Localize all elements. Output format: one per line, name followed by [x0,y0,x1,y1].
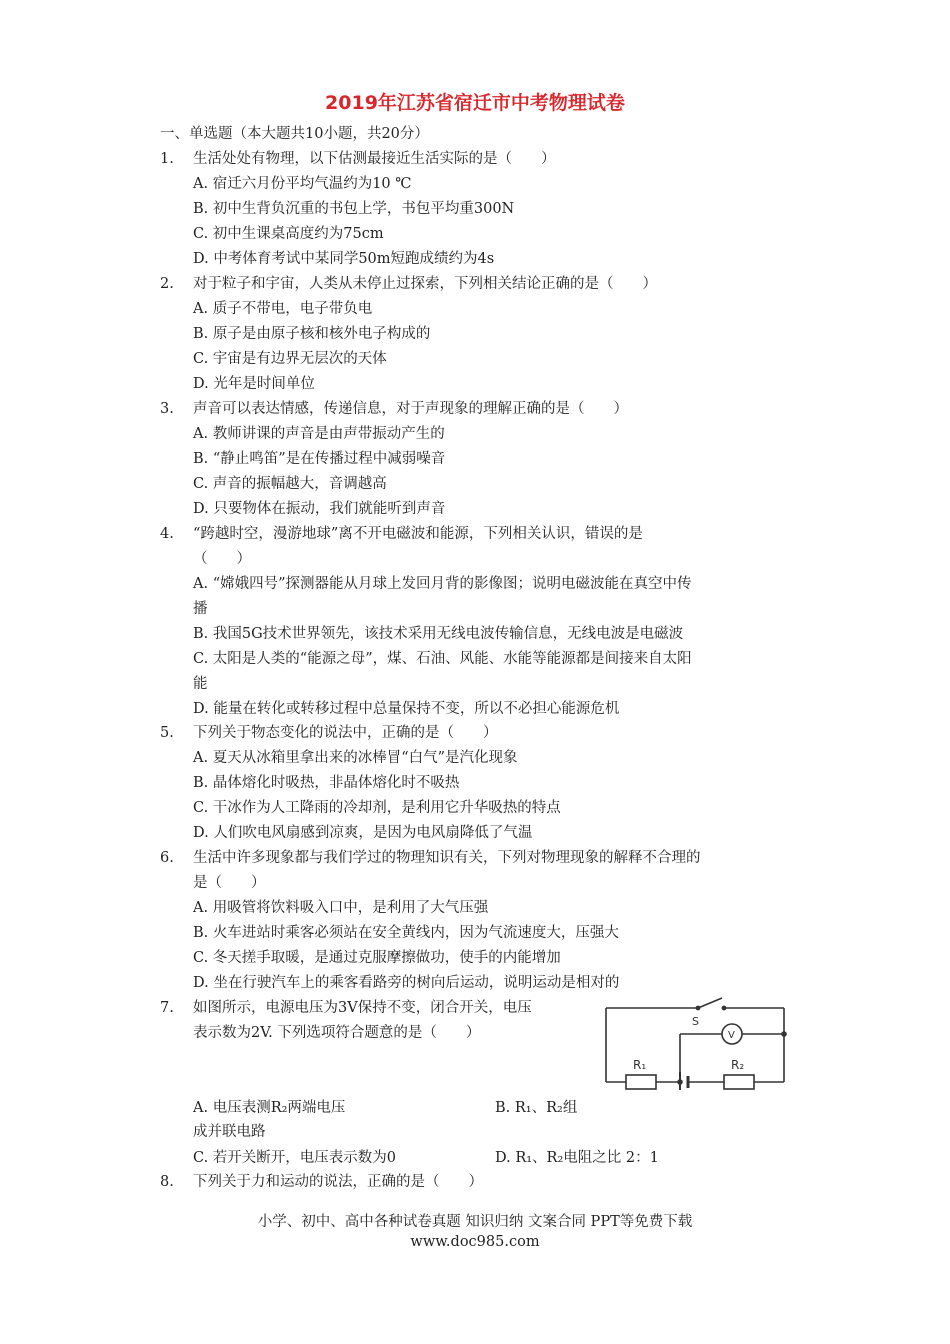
question-number: 5. [160,725,174,741]
option: C. 干冰作为人工降雨的冷却剂，是利用它升华吸热的特点 [193,800,561,816]
question-text: 声音可以表达情感，传递信息，对于声现象的理解正确的是（ ） [193,401,628,417]
option-continued: 成并联电路 [193,1124,266,1140]
question-text-continued: 表示数为2V. 下列选项符合题意的是（ ） [193,1025,481,1041]
voltmeter-label: V [728,1030,735,1041]
question-text: 生活处处有物理，以下估测最接近生活实际的是（ ） [193,151,556,167]
option: C. 太阳是人类的“能源之母”，煤、石油、风能、水能等能源都是间接来自太阳 [193,651,692,667]
question-number: 1. [160,151,174,167]
r2-label: R₂ [731,1058,745,1072]
question-text: 生活中许多现象都与我们学过的物理知识有关，下列对物理现象的解释不合理的 [193,850,701,866]
circuit-diagram [600,994,790,1090]
option: C. 冬天搓手取暖，是通过克服摩擦做功，使手的内能增加 [193,950,561,966]
option: D. 只要物体在振动，我们就能听到声音 [193,501,446,517]
question-text: 下列关于力和运动的说法，正确的是（ ） [193,1174,483,1190]
page-title: 2019年江苏省宿迁市中考物理试卷 [325,92,625,114]
option: B. 晶体熔化时吸热，非晶体熔化时不吸热 [193,775,460,791]
question-number: 3. [160,401,174,417]
option: A. 质子不带电，电子带负电 [193,301,373,317]
question-text-continued: 是（ ） [193,875,266,891]
question-text: 下列关于物态变化的说法中，正确的是（ ） [193,725,498,741]
question-number: 4. [160,526,174,542]
question-number: 7. [160,1000,174,1016]
option: D. 人们吹电风扇感到凉爽，是因为电风扇降低了气温 [193,825,533,841]
option: A. 夏天从冰箱里拿出来的冰棒冒“白气”是汽化现象 [193,750,518,766]
option: C. 初中生课桌高度约为75cm [193,226,384,242]
option: B. “静止鸣笛”是在传播过程中减弱噪音 [193,451,446,467]
option: A. 宿迁六月份平均气温约为10 ℃ [193,176,412,192]
option: D. R₁、R₂电阻之比 2：1 [495,1150,659,1166]
option: C. 宇宙是有边界无层次的天体 [193,351,387,367]
question-number: 2. [160,276,174,292]
option: A. 用吸管将饮料吸入口中，是利用了大气压强 [193,900,489,916]
option: A. “嫦娥四号”探测器能从月球上发回月背的影像图；说明电磁波能在真空中传 [193,576,692,592]
option: D. 坐在行驶汽车上的乘客看路旁的树向后运动，说明运动是相对的 [193,975,620,991]
option: C. 若开关断开，电压表示数为0 [193,1150,397,1166]
footer-text: 小学、初中、高中各种试卷真题 知识归纳 文案合同 PPT等免费下载 [257,1214,693,1230]
option-continued: 能 [193,676,208,692]
option: D. 中考体育考试中某同学50m短跑成绩约为4s [193,251,495,267]
section-heading: 一、单选题（本大题共10小题，共20分） [160,126,429,142]
question-number: 6. [160,850,174,866]
option: B. 火车进站时乘客必须站在安全黄线内，因为气流速度大，压强大 [193,925,619,941]
question-text: “跨越时空，漫游地球”离不开电磁波和能源，下列相关认识，错误的是 [193,526,643,542]
switch-label: S [692,1015,699,1028]
option: C. 声音的振幅越大，音调越高 [193,476,387,492]
r1-label: R₁ [633,1058,647,1072]
question-number: 8. [160,1174,174,1190]
question-text: 对于粒子和宇宙，人类从未停止过探索，下列相关结论正确的是（ ） [193,276,657,292]
option: B. 原子是由原子核和核外电子构成的 [193,326,431,342]
option: B. 初中生背负沉重的书包上学，书包平均重300N [193,201,515,217]
option: B. 我国5G技术世界领先，该技术采用无线电波传输信息，无线电波是电磁波 [193,626,684,642]
question-text: 如图所示，电源电压为3V保持不变，闭合开关，电压 [193,1000,532,1016]
option: A. 教师讲课的声音是由声带振动产生的 [193,426,445,442]
option: B. R₁、R₂组 [495,1100,578,1116]
option: D. 光年是时间单位 [193,376,315,392]
option: A. 电压表测R₂两端电压 [193,1100,346,1116]
footer-url[interactable]: www.doc985.com [410,1234,540,1250]
question-text-continued: （ ） [193,551,251,567]
option-continued: 播 [193,601,208,617]
option: D. 能量在转化或转移过程中总量保持不变，所以不必担心能源危机 [193,701,620,717]
